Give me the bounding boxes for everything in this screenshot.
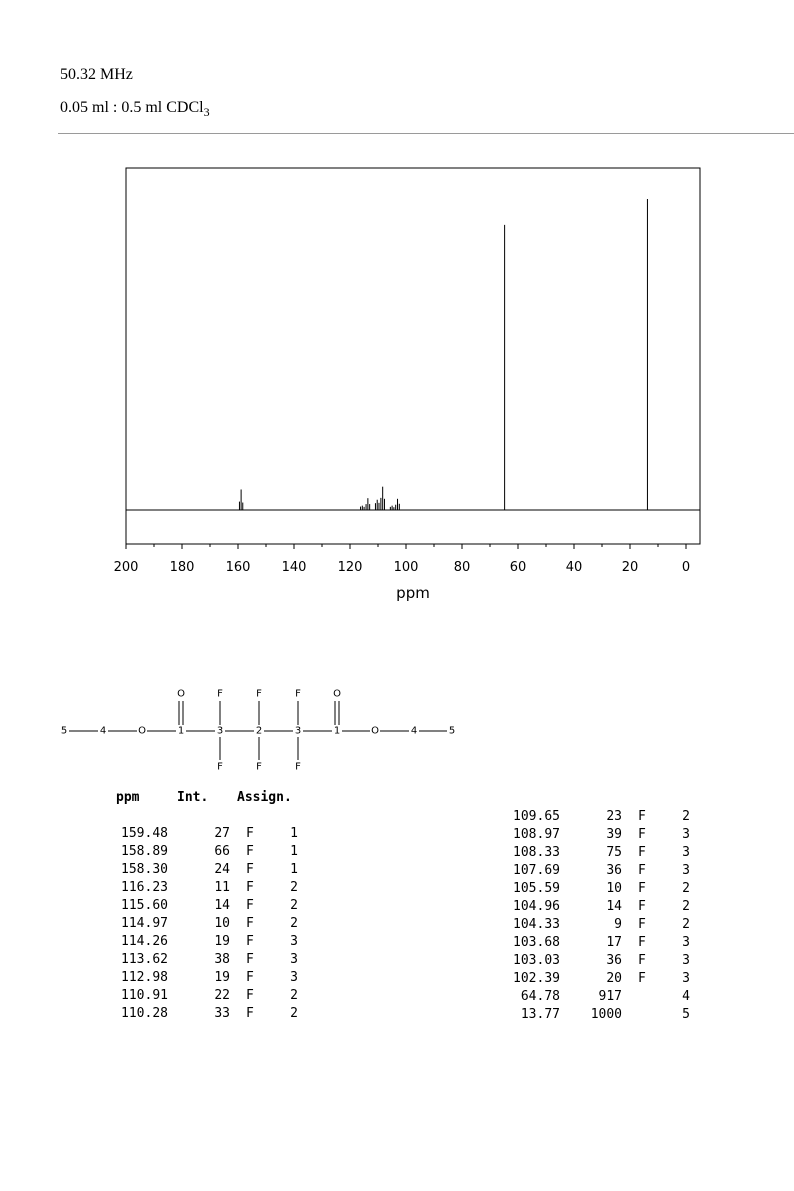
- cell-flag: F: [638, 881, 646, 896]
- header-ppm: ppm: [116, 790, 140, 805]
- cell-assignment: 2: [682, 899, 690, 914]
- cell-ppm: 115.60: [121, 898, 168, 913]
- cell-assignment: 1: [290, 826, 298, 841]
- cell-assignment: 1: [290, 844, 298, 859]
- cell-assignment: 3: [290, 952, 298, 967]
- atom-label: O: [138, 725, 146, 737]
- cell-ppm: 107.69: [513, 863, 560, 878]
- cell-assignment: 3: [682, 953, 690, 968]
- cell-assignment: 3: [290, 970, 298, 985]
- cell-ppm: 110.91: [121, 988, 168, 1003]
- cell-ppm: 103.03: [513, 953, 560, 968]
- x-tick-label: 0: [681, 560, 691, 575]
- cell-flag: F: [246, 898, 254, 913]
- cell-ppm: 102.39: [513, 971, 560, 986]
- fluorine-label: F: [217, 761, 223, 773]
- x-tick-label: 200: [113, 560, 139, 575]
- cell-flag: F: [246, 952, 254, 967]
- fluorine-label: F: [256, 761, 262, 773]
- cell-intensity: 23: [606, 809, 622, 824]
- atom-label: 1: [177, 725, 185, 737]
- cell-assignment: 2: [290, 880, 298, 895]
- cell-assignment: 2: [290, 916, 298, 931]
- cell-flag: F: [638, 809, 646, 824]
- cell-flag: F: [638, 935, 646, 950]
- atom-label: 2: [255, 725, 263, 737]
- cell-flag: F: [638, 917, 646, 932]
- cell-assignment: 2: [682, 881, 690, 896]
- cell-assignment: 2: [290, 988, 298, 1003]
- cell-flag: F: [638, 971, 646, 986]
- cell-assignment: 3: [682, 827, 690, 842]
- cell-ppm: 108.97: [513, 827, 560, 842]
- cell-assignment: 3: [682, 845, 690, 860]
- x-tick-label: 180: [169, 560, 195, 575]
- atom-label: 5: [448, 725, 456, 737]
- cell-intensity: 22: [214, 988, 230, 1003]
- cell-assignment: 4: [682, 989, 690, 1004]
- x-tick-label: 160: [225, 560, 251, 575]
- cell-intensity: 14: [606, 899, 622, 914]
- cell-intensity: 36: [606, 953, 622, 968]
- cell-flag: F: [246, 988, 254, 1003]
- cell-ppm: 113.62: [121, 952, 168, 967]
- x-tick-label: 140: [281, 560, 307, 575]
- cell-intensity: 75: [606, 845, 622, 860]
- cell-flag: F: [246, 916, 254, 931]
- cell-ppm: 13.77: [520, 1007, 560, 1022]
- solvent-text: 0.05 ml : 0.5 ml CDCl: [60, 99, 204, 116]
- cell-ppm: 159.48: [121, 826, 168, 841]
- cell-assignment: 2: [290, 898, 298, 913]
- atom-label: 1: [333, 725, 341, 737]
- cell-flag: F: [246, 880, 254, 895]
- cell-intensity: 27: [214, 826, 230, 841]
- cell-assignment: 2: [682, 809, 690, 824]
- cell-ppm: 158.89: [121, 844, 168, 859]
- fluorine-label: F: [295, 761, 301, 773]
- cell-intensity: 17: [606, 935, 622, 950]
- cell-ppm: 108.33: [513, 845, 560, 860]
- x-tick-label: 20: [621, 560, 639, 575]
- cell-intensity: 33: [214, 1006, 230, 1021]
- cell-ppm: 103.68: [513, 935, 560, 950]
- cell-flag: F: [246, 1006, 254, 1021]
- cell-ppm: 158.30: [121, 862, 168, 877]
- cell-assignment: 1: [290, 862, 298, 877]
- atom-label: 3: [294, 725, 302, 737]
- cell-intensity: 11: [214, 880, 230, 895]
- x-tick-label: 100: [393, 560, 419, 575]
- cell-flag: F: [246, 970, 254, 985]
- cell-ppm: 109.65: [513, 809, 560, 824]
- atom-label: 4: [410, 725, 418, 737]
- cell-intensity: 19: [214, 934, 230, 949]
- x-tick-label: 40: [565, 560, 583, 575]
- cell-intensity: 36: [606, 863, 622, 878]
- cell-ppm: 110.28: [121, 1006, 168, 1021]
- cell-ppm: 114.26: [121, 934, 168, 949]
- atom-label: 3: [216, 725, 224, 737]
- cell-ppm: 104.96: [513, 899, 560, 914]
- cell-intensity: 1000: [590, 1007, 622, 1022]
- cell-flag: F: [638, 899, 646, 914]
- cell-assignment: 3: [682, 935, 690, 950]
- cell-intensity: 14: [214, 898, 230, 913]
- carbonyl-oxygen: O: [333, 688, 341, 700]
- cell-intensity: 917: [598, 989, 622, 1004]
- cell-ppm: 116.23: [121, 880, 168, 895]
- solvent-subscript: 3: [203, 105, 210, 120]
- cell-flag: F: [246, 934, 254, 949]
- cell-assignment: 2: [290, 1006, 298, 1021]
- cell-ppm: 112.98: [121, 970, 168, 985]
- carbonyl-oxygen: O: [177, 688, 185, 700]
- cell-assignment: 3: [682, 971, 690, 986]
- cell-assignment: 2: [682, 917, 690, 932]
- cell-flag: F: [246, 826, 254, 841]
- cell-flag: F: [638, 953, 646, 968]
- atom-label: O: [371, 725, 379, 737]
- spectrometer-frequency: 50.32 MHz: [60, 66, 133, 83]
- cell-intensity: 66: [214, 844, 230, 859]
- x-tick-label: 80: [453, 560, 471, 575]
- atom-label: 5: [60, 725, 68, 737]
- cell-intensity: 10: [214, 916, 230, 931]
- fluorine-label: F: [256, 688, 262, 700]
- x-tick-label: 60: [509, 560, 527, 575]
- cell-intensity: 38: [214, 952, 230, 967]
- atom-label: 4: [99, 725, 107, 737]
- cell-ppm: 104.33: [513, 917, 560, 932]
- header-int: Int.: [177, 790, 209, 805]
- fluorine-label: F: [217, 688, 223, 700]
- cell-intensity: 20: [606, 971, 622, 986]
- cell-intensity: 10: [606, 881, 622, 896]
- cell-intensity: 9: [614, 917, 622, 932]
- cell-flag: F: [638, 845, 646, 860]
- cell-flag: F: [638, 863, 646, 878]
- cell-flag: F: [246, 862, 254, 877]
- cell-intensity: 24: [214, 862, 230, 877]
- cell-ppm: 114.97: [121, 916, 168, 931]
- cell-assignment: 3: [290, 934, 298, 949]
- cell-flag: F: [638, 827, 646, 842]
- header-assign: Assign.: [237, 790, 292, 805]
- x-tick-label: 120: [337, 560, 363, 575]
- x-axis-label: ppm: [396, 584, 430, 602]
- fluorine-label: F: [295, 688, 301, 700]
- cell-ppm: 64.78: [520, 989, 560, 1004]
- cell-assignment: 3: [682, 863, 690, 878]
- cell-intensity: 39: [606, 827, 622, 842]
- cell-intensity: 19: [214, 970, 230, 985]
- cell-ppm: 105.59: [513, 881, 560, 896]
- cell-flag: F: [246, 844, 254, 859]
- cell-assignment: 5: [682, 1007, 690, 1022]
